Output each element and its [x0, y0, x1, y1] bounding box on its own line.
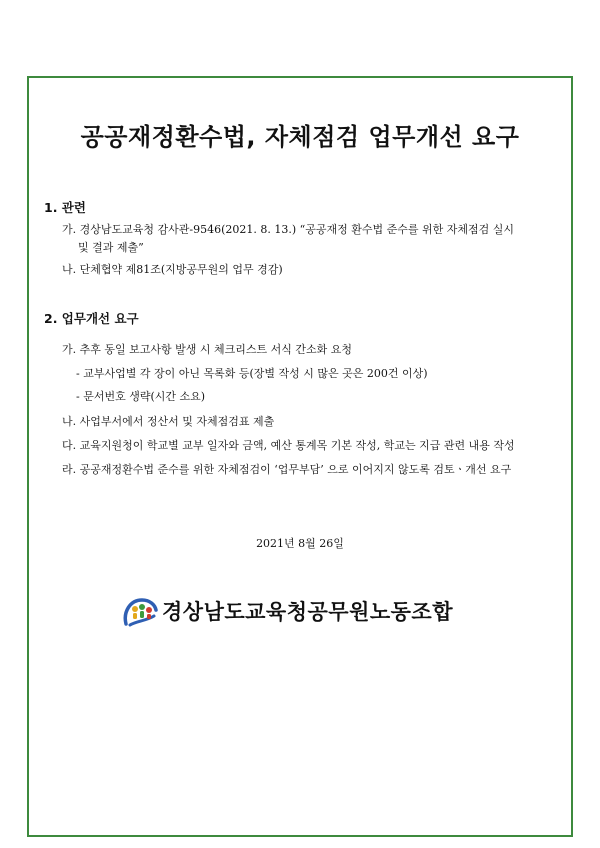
section-2-item-na: 나. 사업부서에서 정산서 및 자체점검표 제출 [62, 415, 275, 428]
section-2-heading: 2. 업무개선 요구 [44, 311, 139, 326]
section-1-heading: 1. 관련 [44, 200, 86, 215]
union-logo [122, 594, 453, 628]
section-2-subitem-1: - 교부사업별 각 장이 아닌 목록화 등(장별 작성 시 많은 곳은 200건 이상) [76, 367, 428, 380]
section-2-item-ra: 라. 공공재정환수법 준수를 위한 자체점검이 ‘업무부담’ 으로 이어지지 않도록 검토ㆍ개선 요구 [62, 463, 512, 476]
section-2-item-da: 다. 교육지원청이 학교별 교부 일자와 금액, 예산 통계목 기본 작성, 학교는 지급 관련 내용 작성 [62, 439, 515, 452]
section-1-item-ga-cont: 및 결과 제출” [78, 241, 144, 254]
document-date: 2021년 8월 26일 [256, 537, 344, 550]
document-border [27, 76, 573, 837]
section-2-subitem-2: - 문서번호 생략(시간 소요) [76, 390, 206, 403]
section-2-item-ga: 가. 추후 동일 보고사항 발생 시 체크리스트 서식 간소화 요청 [62, 343, 352, 356]
union-name: 경상남도교육청공무원노동조합 [162, 599, 454, 624]
union-emblem-icon [122, 594, 158, 628]
document-title: 공공재정환수법, 자체점검 업무개선 요구 [80, 123, 520, 151]
section-1-item-ga: 가. 경상남도교육청 감사관-9546(2021. 8. 13.) “공공재정 환수법 준수를 위한 자체점검 실시 [62, 223, 515, 236]
section-1-item-na: 나. 단체협약 제81조(지방공무원의 업무 경감) [62, 263, 283, 276]
